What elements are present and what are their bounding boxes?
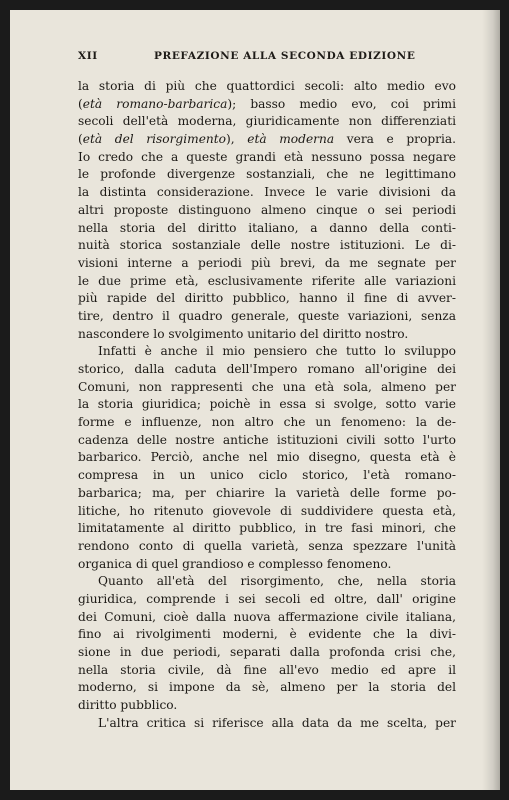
text-line: nuità storica sostanziale delle nostre istituzioni. Le di- [78, 238, 456, 253]
text-line: nascondere lo svolgimento unitario del diritto nostro. [78, 326, 409, 341]
running-header [78, 50, 458, 66]
text-line: barbarica; ma, per chiarire la varietà delle forme po- [78, 485, 456, 500]
text-line: storico, dalla caduta dell'Impero romano all'origine dei [78, 362, 456, 376]
text-line: le profonde divergenze sostanziali, che ne legittimano [78, 167, 456, 182]
text-line: limitatamente al diritto pubblico, in tre fasi minori, che [78, 521, 456, 536]
text-line: (età romano-barbarica); basso medio evo, coi primi [78, 96, 456, 111]
text-line: le due prime età, esclusivamente riferite alle variazioni [78, 273, 456, 288]
text-line: barbarico. Perciò, anche nel mio disegno, questa età è [78, 450, 456, 465]
text-line: compresa in un unico ciclo storico, l'età romano- [78, 468, 456, 483]
text-line: nella storia del diritto italiano, a danno della conti- [78, 220, 456, 235]
text-line: secoli dell'età moderna, giuridicamente non differenziati [78, 114, 456, 129]
text-line: rendono conto di quella varietà, senza spezzare l'unità [78, 538, 456, 553]
text-line: diritto pubblico. [78, 698, 178, 713]
text-line: Comuni, non rappresenti che una età sola, almeno per [78, 379, 456, 394]
text-line: Io credo che a queste grandi età nessuno possa negare [78, 149, 456, 164]
text-line: nella storia civile, dà fine all'evo medio ed apre il [78, 662, 456, 677]
body-text [78, 78, 456, 732]
text-line: la storia di più che quattordici secoli: alto medio evo [78, 79, 456, 93]
text-line: organica di quel grandioso e complesso fenomeno. [78, 556, 392, 571]
text-line: tire, dentro il quadro generale, queste variazioni, senza [78, 308, 456, 323]
text-line: la storia giuridica; poichè in essa si svolge, sotto varie [78, 397, 456, 412]
page-gutter-shadow [482, 10, 500, 790]
book-page [10, 10, 500, 790]
text-line: Infatti è anche il mio pensiero che tutto lo sviluppo [98, 344, 456, 359]
text-line: altri proposte distinguono almeno cinque o sei periodi [78, 202, 456, 217]
text-line: Quanto all'età del risorgimento, che, nella storia [98, 574, 456, 589]
text-line: visioni interne a periodi più brevi, da me segnate per [78, 255, 456, 270]
text-line: giuridica, comprende i sei secoli ed oltre, dall' origine [78, 591, 456, 606]
text-line: L'altra critica si riferisce alla data da me scelta, per [98, 715, 456, 730]
text-line: litiche, ho ritenuto giovevole di suddividere questa età, [78, 503, 456, 518]
text-line: dei Comuni, cioè dalla nuova affermazione civile italiana, [78, 609, 456, 624]
text-line: forme e influenze, non altro che un fenomeno: la de- [78, 415, 456, 430]
page-number: XII [78, 50, 98, 62]
text-line: cadenza delle nostre antiche istituzioni civili sotto l'urto [78, 432, 456, 447]
text-line: la distinta considerazione. Invece le varie divisioni da [78, 185, 456, 200]
text-line: moderno, si impone da sè, almeno per la storia del [78, 680, 456, 695]
text-line: (età del risorgimento), età moderna vera e propria. [78, 132, 457, 147]
text-line: più rapide del diritto pubblico, hanno il fine di avver- [78, 291, 456, 306]
running-title: PREFAZIONE ALLA SECONDA EDIZIONE [154, 50, 416, 62]
text-line: sione in due periodi, separati dalla profonda crisi che, [78, 645, 456, 659]
text-line: fino ai rivolgimenti moderni, è evidente che la divi- [78, 627, 456, 642]
